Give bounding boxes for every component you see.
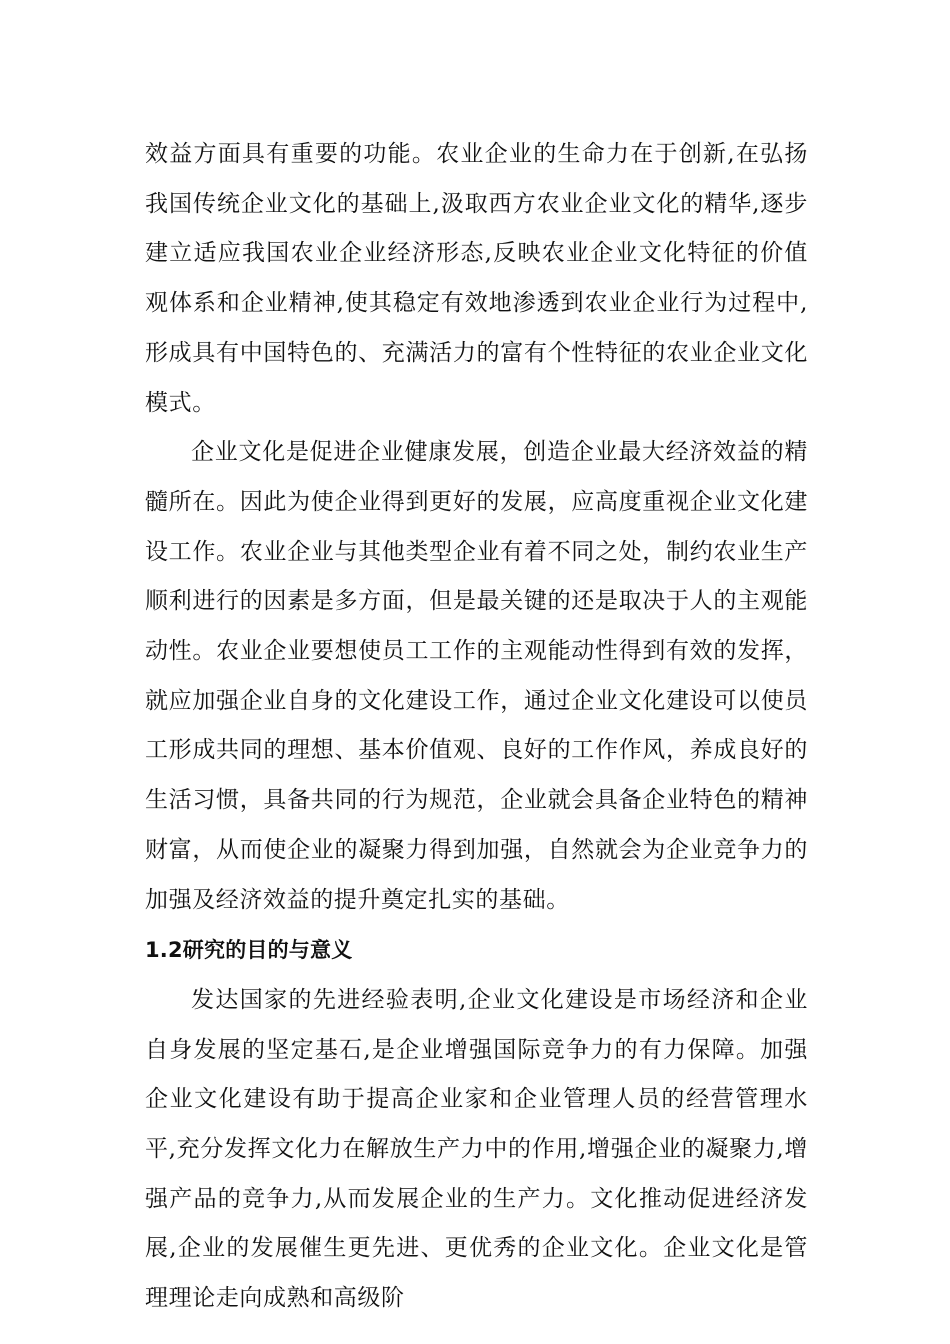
paragraph-continuation: 效益方面具有重要的功能。农业企业的生命力在于创新,在弘扬我国传统企业文化的基础上,汲取西方农业企业文化的精华,逐步建立适应我国农业企业经济形态,反映农业企业文化特征的价值观体系和企业精神,使其稳定有效地渗透到农业企业行为过程中,形成具有中国特色的、充满活力的富有个性特征的农业企业文化模式。 [145,141,808,416]
section-heading: 1.2研究的目的与意义 [145,938,353,963]
paragraph-research-purpose: 发达国家的先进经验表明,企业文化建设是市场经济和企业自身发展的坚定基石,是企业增强国际竞争力的有力保障。加强企业文化建设有助于提高企业家和企业管理人员的经营管理水平,充分发挥文化力在解放生产力中的作用,增强企业的凝聚力,增强产品的竞争力,从而发展企业的生产力。文化推动促进经济发展,企业的发展催生更先进、更优秀的企业文化。企业文化是管理理论走向成熟和高级阶 [145,986,808,1312]
paragraph-corporate-culture: 企业文化是促进企业健康发展，创造企业最大经济效益的精髓所在。因此为使企业得到更好的发展，应高度重视企业文化建设工作。农业企业与其他类型企业有着不同之处，制约农业生产顺利进行的因素是多方面，但是最关键的还是取决于人的主观能动性。农业企业要想使员工工作的主观能动性得到有效的发挥，就应加强企业自身的文化建设工作，通过企业文化建设可以使员工形成共同的理想、基本价值观、良好的工作作风，养成良好的生活习惯，具备共同的行为规范，企业就会具备企业特色的精神财富，从而使企业的凝聚力得到加强，自然就会为企业竞争力的加强及经济效益的提升奠定扎实的基础。 [145,439,808,913]
document-body [145,130,808,1324]
